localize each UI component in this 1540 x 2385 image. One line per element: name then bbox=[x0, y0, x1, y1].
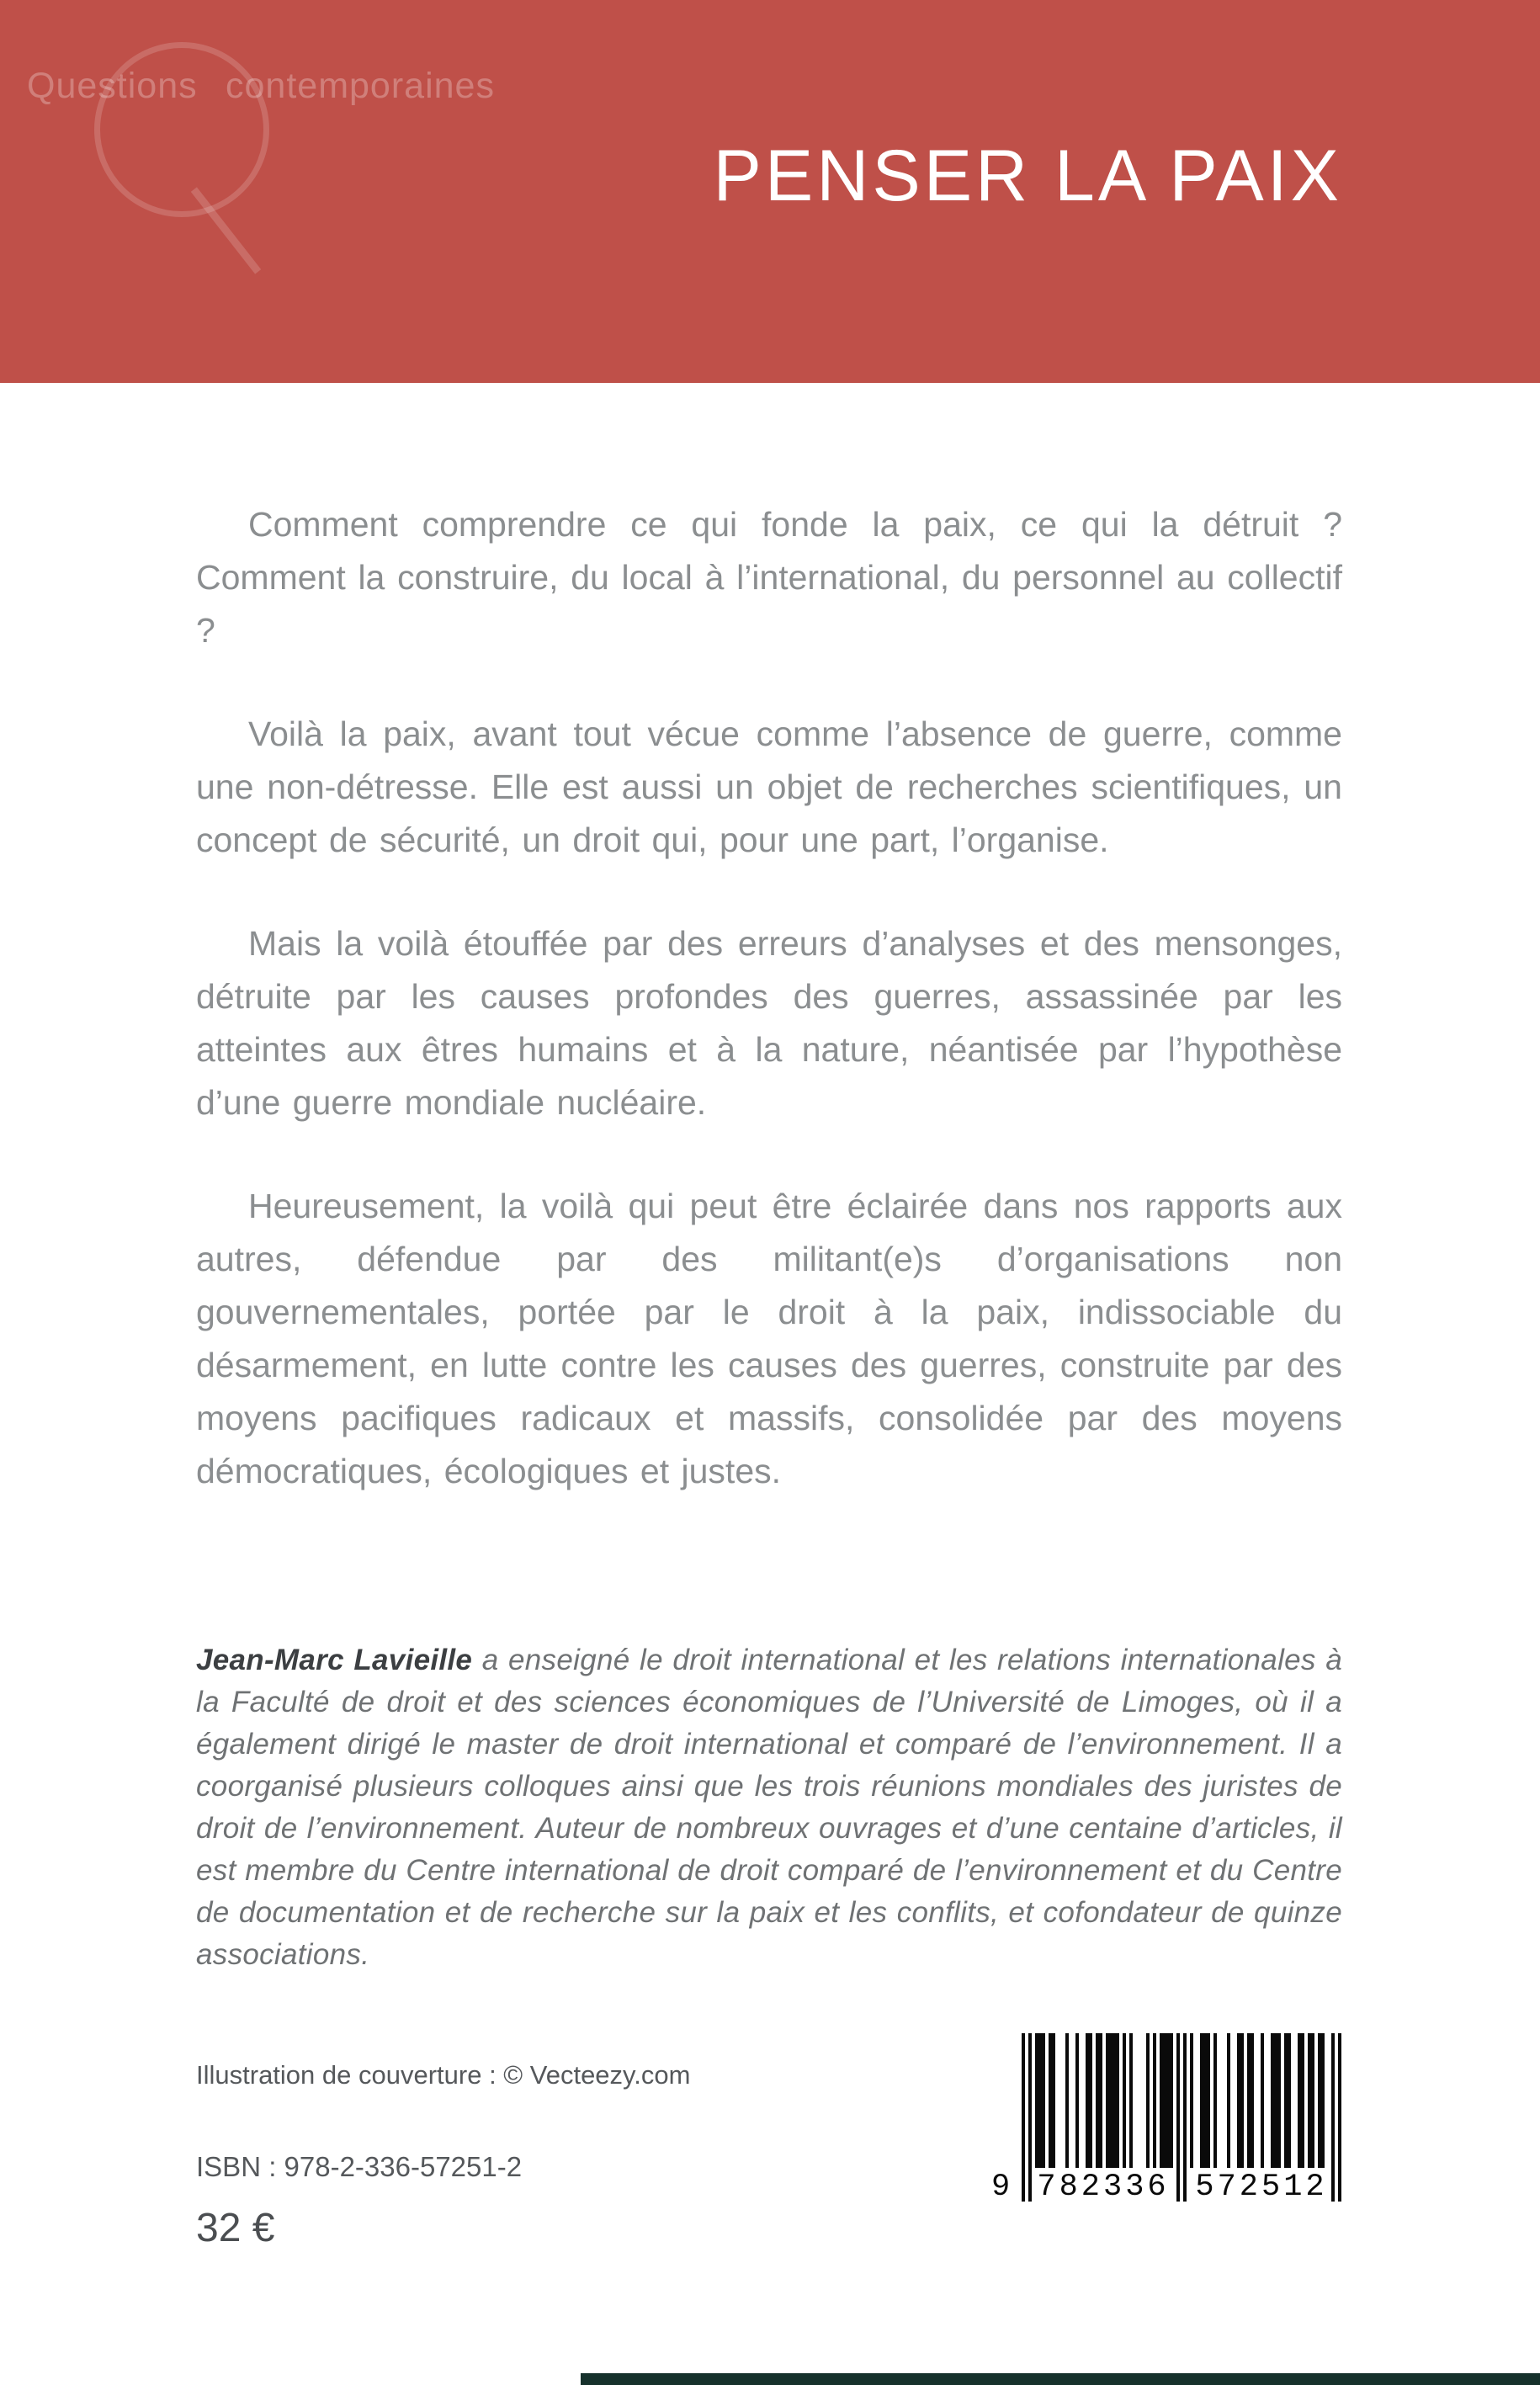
ean-barcode bbox=[985, 2026, 1346, 2239]
collection-name-word1: Questions bbox=[27, 66, 198, 106]
synopsis-paragraph-1: Comment comprendre ce qui fonde la paix, ce qui la détruit ? Comment la construire, du local à l’international, du personnel au collectif ? bbox=[196, 505, 1342, 650]
author-name: Jean-Marc Lavieille bbox=[196, 1644, 473, 1676]
author-bio-text: a enseigné le droit international et les relations internationales à la Faculté de droit et des sciences économiques de l’Université de Limoges, où il a également dirigé le master de droit international et comparé de l’environnement. Il a coorganisé plusieurs colloques ainsi que les trois réunions mondiales des juristes de droit de l’environnement. Auteur de nombreux ouvrages et d’une centaine d’articles, il est membre du Centre international de droit comparé de l’environnement et du Centre de documentation et de recherche sur la paix et les conflits, et cofondateur de quinze associations. bbox=[196, 1644, 1343, 1971]
barcode-bars bbox=[991, 2033, 1341, 2205]
synopsis-paragraph-3: Mais la voilà étouffée par des erreurs d’analyses et des mensonges, détruite par les causes profondes des guerres, assassinée par les atteintes aux êtres humains et à la nature, néantisée par l’hypothèse d’une guerre mondiale nucléaire. bbox=[196, 924, 1342, 1122]
author-bio-paragraph bbox=[196, 1639, 1342, 1976]
synopsis-paragraph-2: Voilà la paix, avant tout vécue comme l’absence de guerre, comme une non-détresse. Elle est aussi un objet de recherches scientifiques, un concept de sécurité, un droit qui, pour une part, l’organise. bbox=[196, 714, 1342, 859]
synopsis-block bbox=[196, 498, 1342, 1548]
header-band bbox=[0, 0, 1540, 383]
isbn-text: ISBN : 978-2-336-57251-2 bbox=[196, 2151, 523, 2182]
illustration-credit: Illustration de couverture : © Vecteezy.com bbox=[196, 2060, 691, 2090]
collection-name-word2: contemporaines bbox=[226, 66, 495, 106]
author-bio bbox=[196, 1639, 1342, 1976]
book-title: PENSER LA PAIX bbox=[713, 135, 1342, 216]
barcode-digits-right: 572512 bbox=[1193, 2170, 1330, 2205]
barcode-module bbox=[1338, 2033, 1341, 2202]
bottom-edge-strip bbox=[581, 2373, 1540, 2385]
synopsis-paragraph-4: Heureusement, la voilà qui peut être éclairée dans nos rapports aux autres, défendue par des militant(e)s d’organisations non gouvernementales, portée par le droit à la paix, indissociable du désarmement, en lutte contre les causes des guerres, construite par des moyens pacifiques radicaux et massifs, consolidée par des moyens démocratiques, écologiques et justes. bbox=[196, 1187, 1342, 1490]
barcode-digit-first: 9 bbox=[991, 2170, 1011, 2205]
barcode-digits-left: 782336 bbox=[1035, 2170, 1171, 2205]
price-text: 32 € bbox=[196, 2206, 275, 2250]
